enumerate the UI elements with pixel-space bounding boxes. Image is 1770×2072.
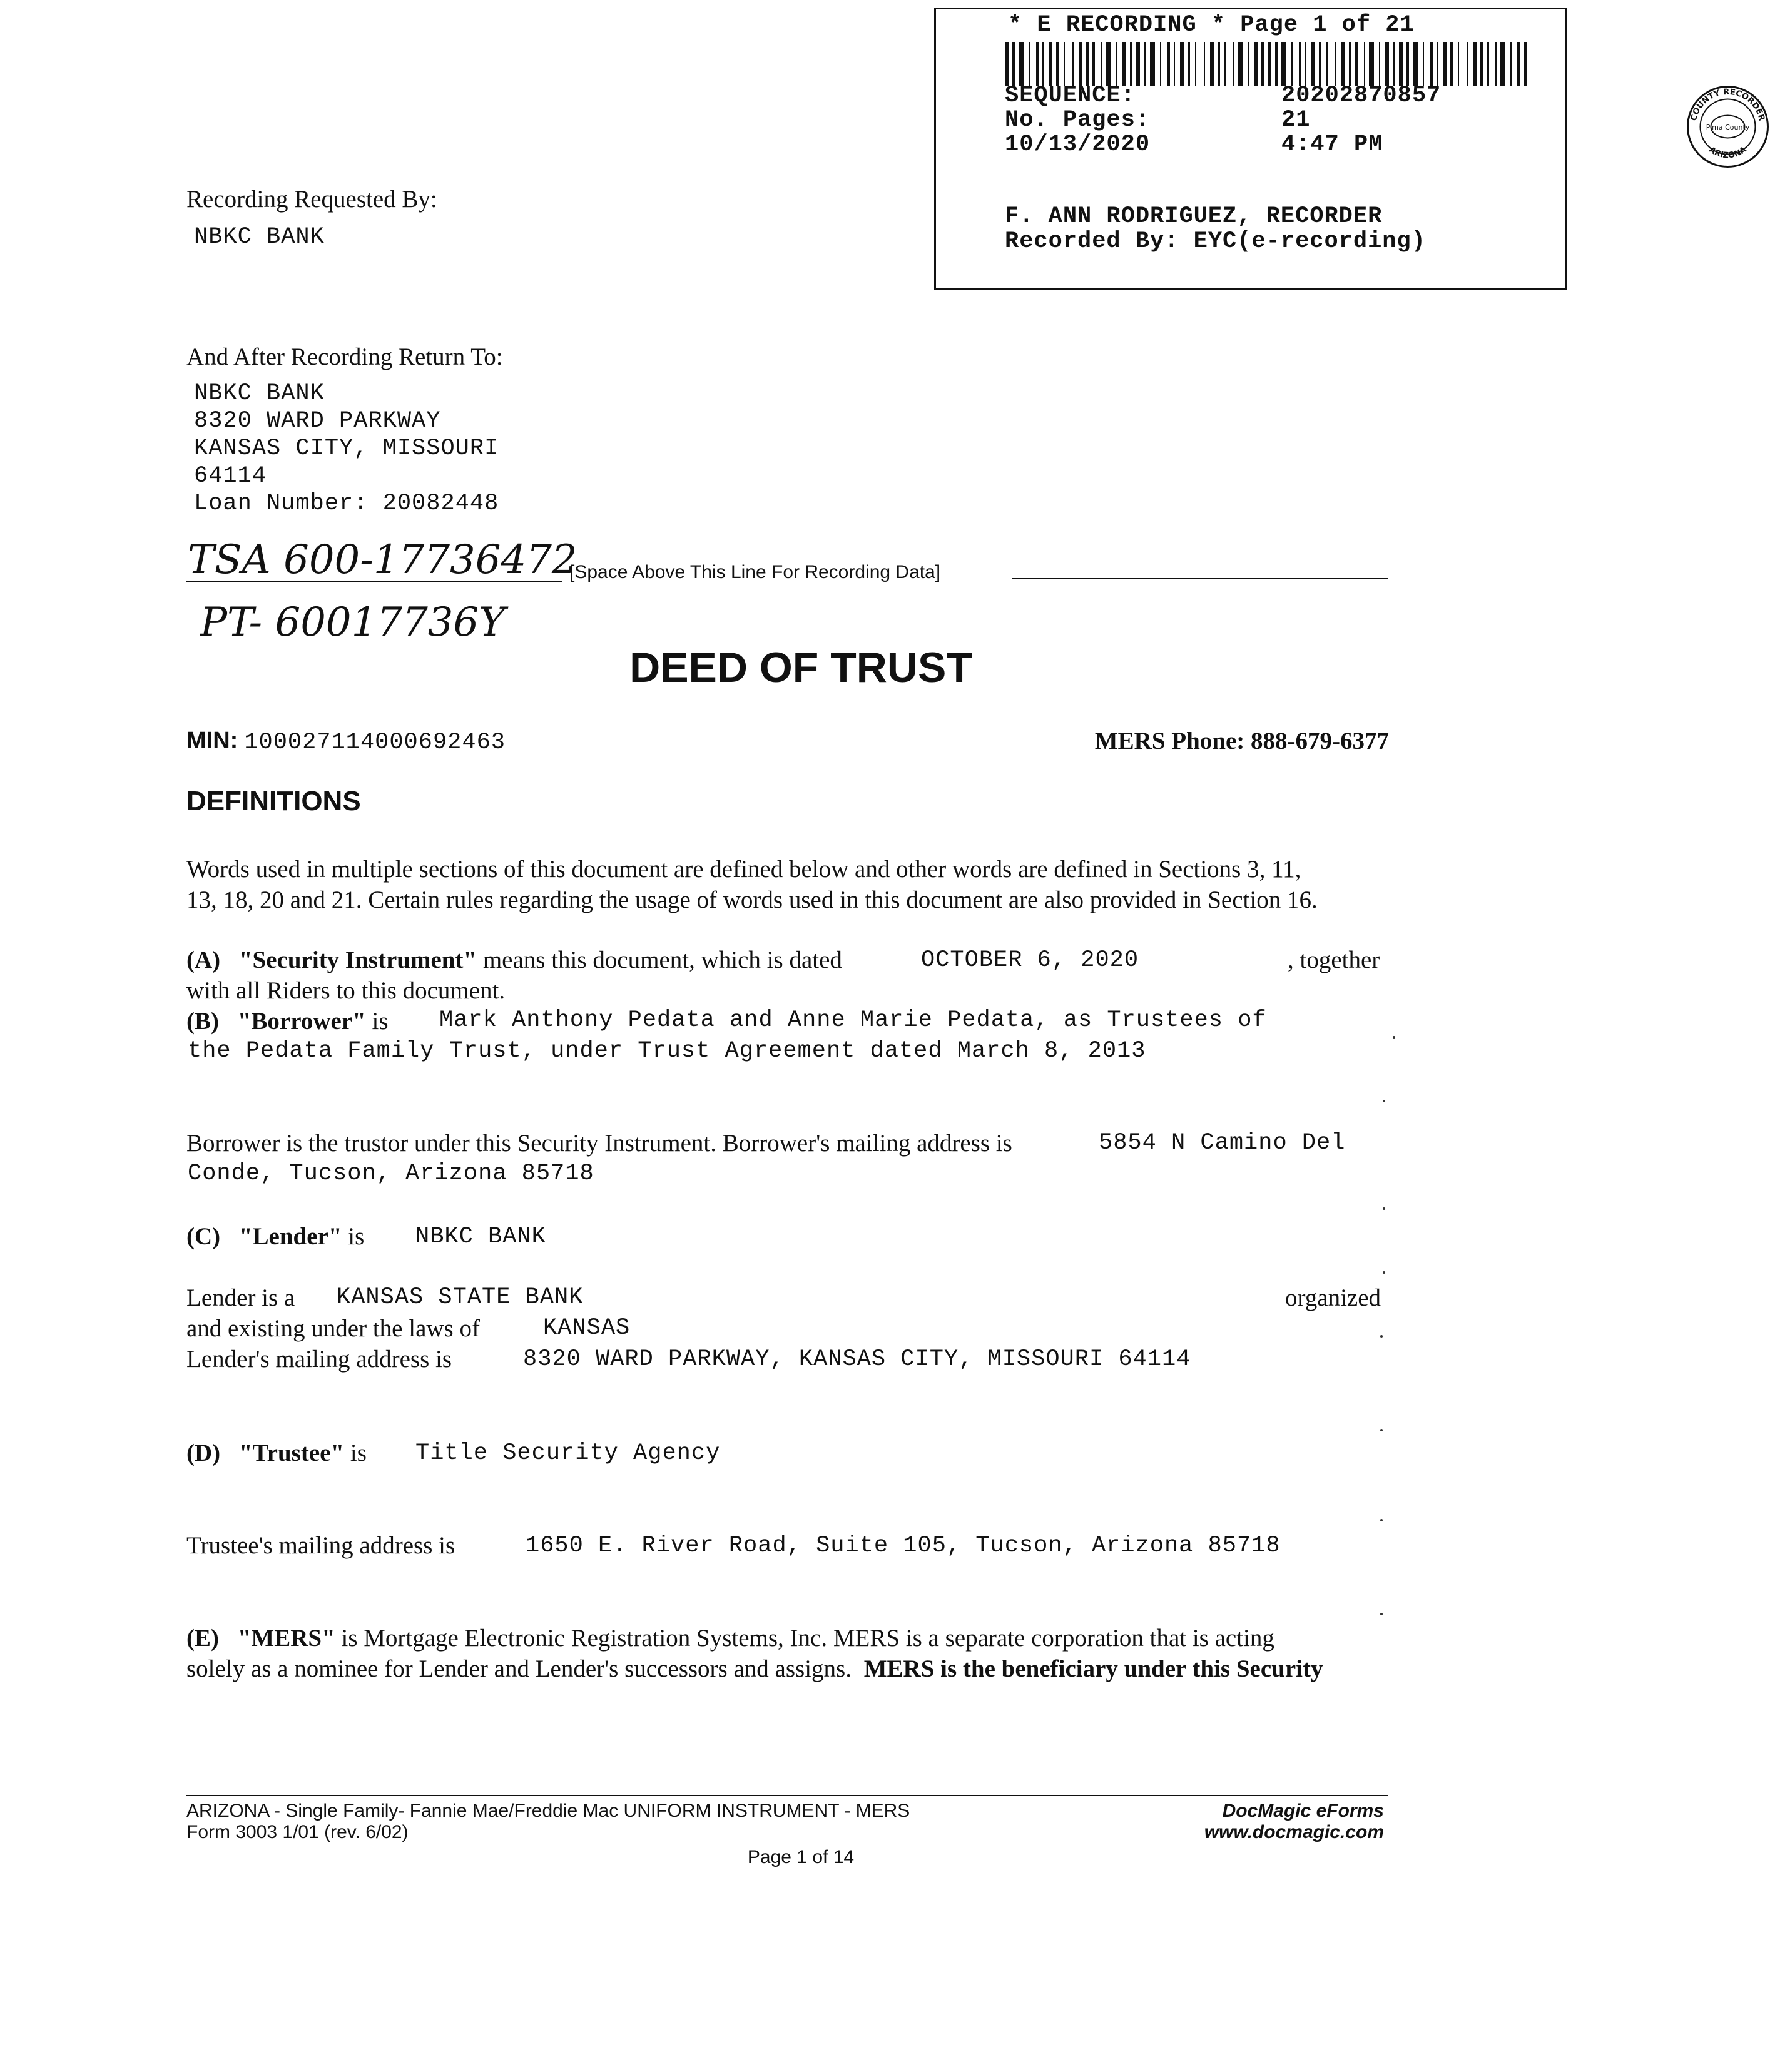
definition-text: means this document, which is dated bbox=[482, 947, 842, 973]
svg-text:Pima County: Pima County bbox=[1706, 123, 1750, 131]
footer-form-title: ARIZONA - Single Family- Fannie Mae/Freddie Mac UNIFORM INSTRUMENT - MERS bbox=[186, 1800, 910, 1821]
definition-c bbox=[186, 1221, 364, 1252]
mers-phone: MERS Phone: 888-679-6377 bbox=[1094, 728, 1389, 754]
lender-mailing-label: Lender's mailing address is bbox=[186, 1346, 452, 1373]
footer-form-number: Form 3003 1/01 (rev. 6/02) bbox=[186, 1822, 409, 1842]
svg-text:COUNTY RECORDER: COUNTY RECORDER bbox=[1689, 87, 1767, 122]
definition-a-tail: , together bbox=[1288, 947, 1380, 973]
borrower-address: Conde, Tucson, Arizona 85718 bbox=[188, 1160, 594, 1187]
definition-is: is bbox=[350, 1440, 367, 1466]
lender-state: KANSAS bbox=[543, 1315, 631, 1341]
trustee-name: Title Security Agency bbox=[415, 1440, 721, 1466]
intro-line: Words used in multiple sections of this document are defined below and other words are defined in Sections 3, 11, bbox=[186, 856, 1301, 883]
docmagic-brand: DocMagic eForms bbox=[1222, 1800, 1384, 1821]
fill-dot bbox=[1393, 1036, 1395, 1039]
definition-term: "Borrower" bbox=[237, 1008, 366, 1035]
sequence-value: 20202870857 bbox=[1281, 83, 1442, 109]
return-to-line: KANSAS CITY, MISSOURI bbox=[194, 435, 499, 462]
security-instrument-date: OCTOBER 6, 2020 bbox=[921, 947, 1139, 973]
definition-term: "MERS" bbox=[237, 1625, 335, 1652]
svg-text:ARIZONA: ARIZONA bbox=[1707, 145, 1749, 161]
fill-dot bbox=[1383, 1100, 1385, 1102]
definition-term: "Trustee" bbox=[238, 1440, 345, 1466]
definition-b bbox=[186, 1006, 389, 1037]
definition-a-line2: with all Riders to this document. bbox=[186, 977, 506, 1004]
definition-a bbox=[186, 945, 842, 975]
return-to-line: 64114 bbox=[194, 463, 267, 489]
return-to-label: And After Recording Return To: bbox=[186, 343, 503, 370]
lender-name: NBKC BANK bbox=[415, 1224, 546, 1250]
min-value: 100027114000692463 bbox=[244, 729, 506, 756]
definition-mark: (D) bbox=[186, 1440, 221, 1466]
fill-dot bbox=[1380, 1429, 1383, 1431]
borrower-address: 5854 N Camino Del bbox=[1099, 1130, 1346, 1156]
document-title: DEED OF TRUST bbox=[629, 644, 972, 691]
recording-data-line bbox=[1012, 578, 1388, 579]
definition-mark: (C) bbox=[186, 1223, 221, 1250]
borrower-name: the Pedata Family Trust, under Trust Agreement dated March 8, 2013 bbox=[188, 1038, 1146, 1064]
fill-dot bbox=[1380, 1519, 1383, 1521]
fill-dot bbox=[1380, 1613, 1383, 1615]
lender-type: KANSAS STATE BANK bbox=[337, 1284, 584, 1311]
definition-is: is bbox=[372, 1008, 389, 1035]
docmagic-url: www.docmagic.com bbox=[1204, 1822, 1384, 1842]
return-to-line: 8320 WARD PARKWAY bbox=[194, 408, 441, 434]
definition-e bbox=[186, 1623, 1274, 1653]
handwritten-note: TSA 600-17736472 bbox=[188, 537, 577, 583]
definition-text: is Mortgage Electronic Registration Systems, Inc. MERS is a separate corporation that is acting bbox=[341, 1625, 1274, 1652]
borrower-trustor-text: Borrower is the trustor under this Security Instrument. Borrower's mailing address is bbox=[186, 1130, 1012, 1157]
definition-bold-text: MERS is the beneficiary under this Security bbox=[863, 1655, 1323, 1682]
page-number: Page 1 of 14 bbox=[747, 1847, 855, 1867]
borrower-name: Mark Anthony Pedata and Anne Marie Pedata, as Trustees of bbox=[439, 1007, 1267, 1033]
pages-label: No. Pages: bbox=[1005, 107, 1151, 133]
definition-mark: (A) bbox=[186, 947, 221, 973]
space-above-note: [Space Above This Line For Recording Data] bbox=[569, 562, 941, 582]
pages-value: 21 bbox=[1281, 107, 1311, 133]
loan-number: Loan Number: 20082448 bbox=[194, 490, 499, 517]
lender-is-a: Lender is a bbox=[186, 1284, 295, 1311]
lender-mailing-address: 8320 WARD PARKWAY, KANSAS CITY, MISSOURI 64114 bbox=[523, 1346, 1191, 1373]
stamp-header: * E RECORDING * Page 1 of 21 bbox=[1008, 12, 1415, 38]
definition-mark: (B) bbox=[186, 1008, 219, 1035]
definition-text: solely as a nominee for Lender and Lender's successors and assigns. bbox=[186, 1655, 852, 1682]
fill-dot bbox=[1383, 1271, 1385, 1274]
definitions-heading: DEFINITIONS bbox=[186, 786, 361, 816]
barcode bbox=[1005, 42, 1530, 86]
fill-dot bbox=[1380, 1335, 1383, 1338]
sequence-label: SEQUENCE: bbox=[1005, 83, 1136, 109]
existing-label: and existing under the laws of bbox=[186, 1315, 480, 1342]
definition-is: is bbox=[348, 1223, 365, 1250]
handwritten-underline bbox=[186, 581, 562, 582]
recording-time: 4:47 PM bbox=[1281, 131, 1383, 158]
recorded-by: Recorded By: EYC(e-recording) bbox=[1005, 228, 1426, 255]
recording-requested-name: NBKC BANK bbox=[194, 224, 325, 250]
county-recorder-seal-icon bbox=[1686, 84, 1770, 169]
definition-term: "Lender" bbox=[238, 1223, 342, 1250]
min-label: MIN: bbox=[186, 728, 238, 754]
definition-e-line2 bbox=[186, 1653, 1323, 1684]
recording-date: 10/13/2020 bbox=[1005, 131, 1151, 158]
recording-stamp bbox=[934, 8, 1767, 290]
intro-line: 13, 18, 20 and 21. Certain rules regarding the usage of words used in this document are also provided in Section 16. bbox=[186, 886, 1318, 913]
recording-requested-label: Recording Requested By: bbox=[186, 186, 437, 213]
trustee-mailing-address: 1650 E. River Road, Suite 105, Tucson, Arizona 85718 bbox=[526, 1533, 1281, 1559]
definition-term: "Security Instrument" bbox=[238, 947, 477, 973]
fill-dot bbox=[1383, 1207, 1385, 1210]
definition-d bbox=[186, 1438, 367, 1468]
min-row bbox=[186, 728, 506, 756]
definition-mark: (E) bbox=[186, 1625, 219, 1652]
trustee-mailing-label: Trustee's mailing address is bbox=[186, 1532, 455, 1559]
organized-label: organized bbox=[1285, 1284, 1381, 1311]
return-to-line: NBKC BANK bbox=[194, 380, 325, 407]
footer-rule bbox=[186, 1795, 1388, 1796]
handwritten-note: PT- 60017736Y bbox=[200, 599, 506, 646]
recorder-name: F. ANN RODRIGUEZ, RECORDER bbox=[1005, 203, 1383, 230]
